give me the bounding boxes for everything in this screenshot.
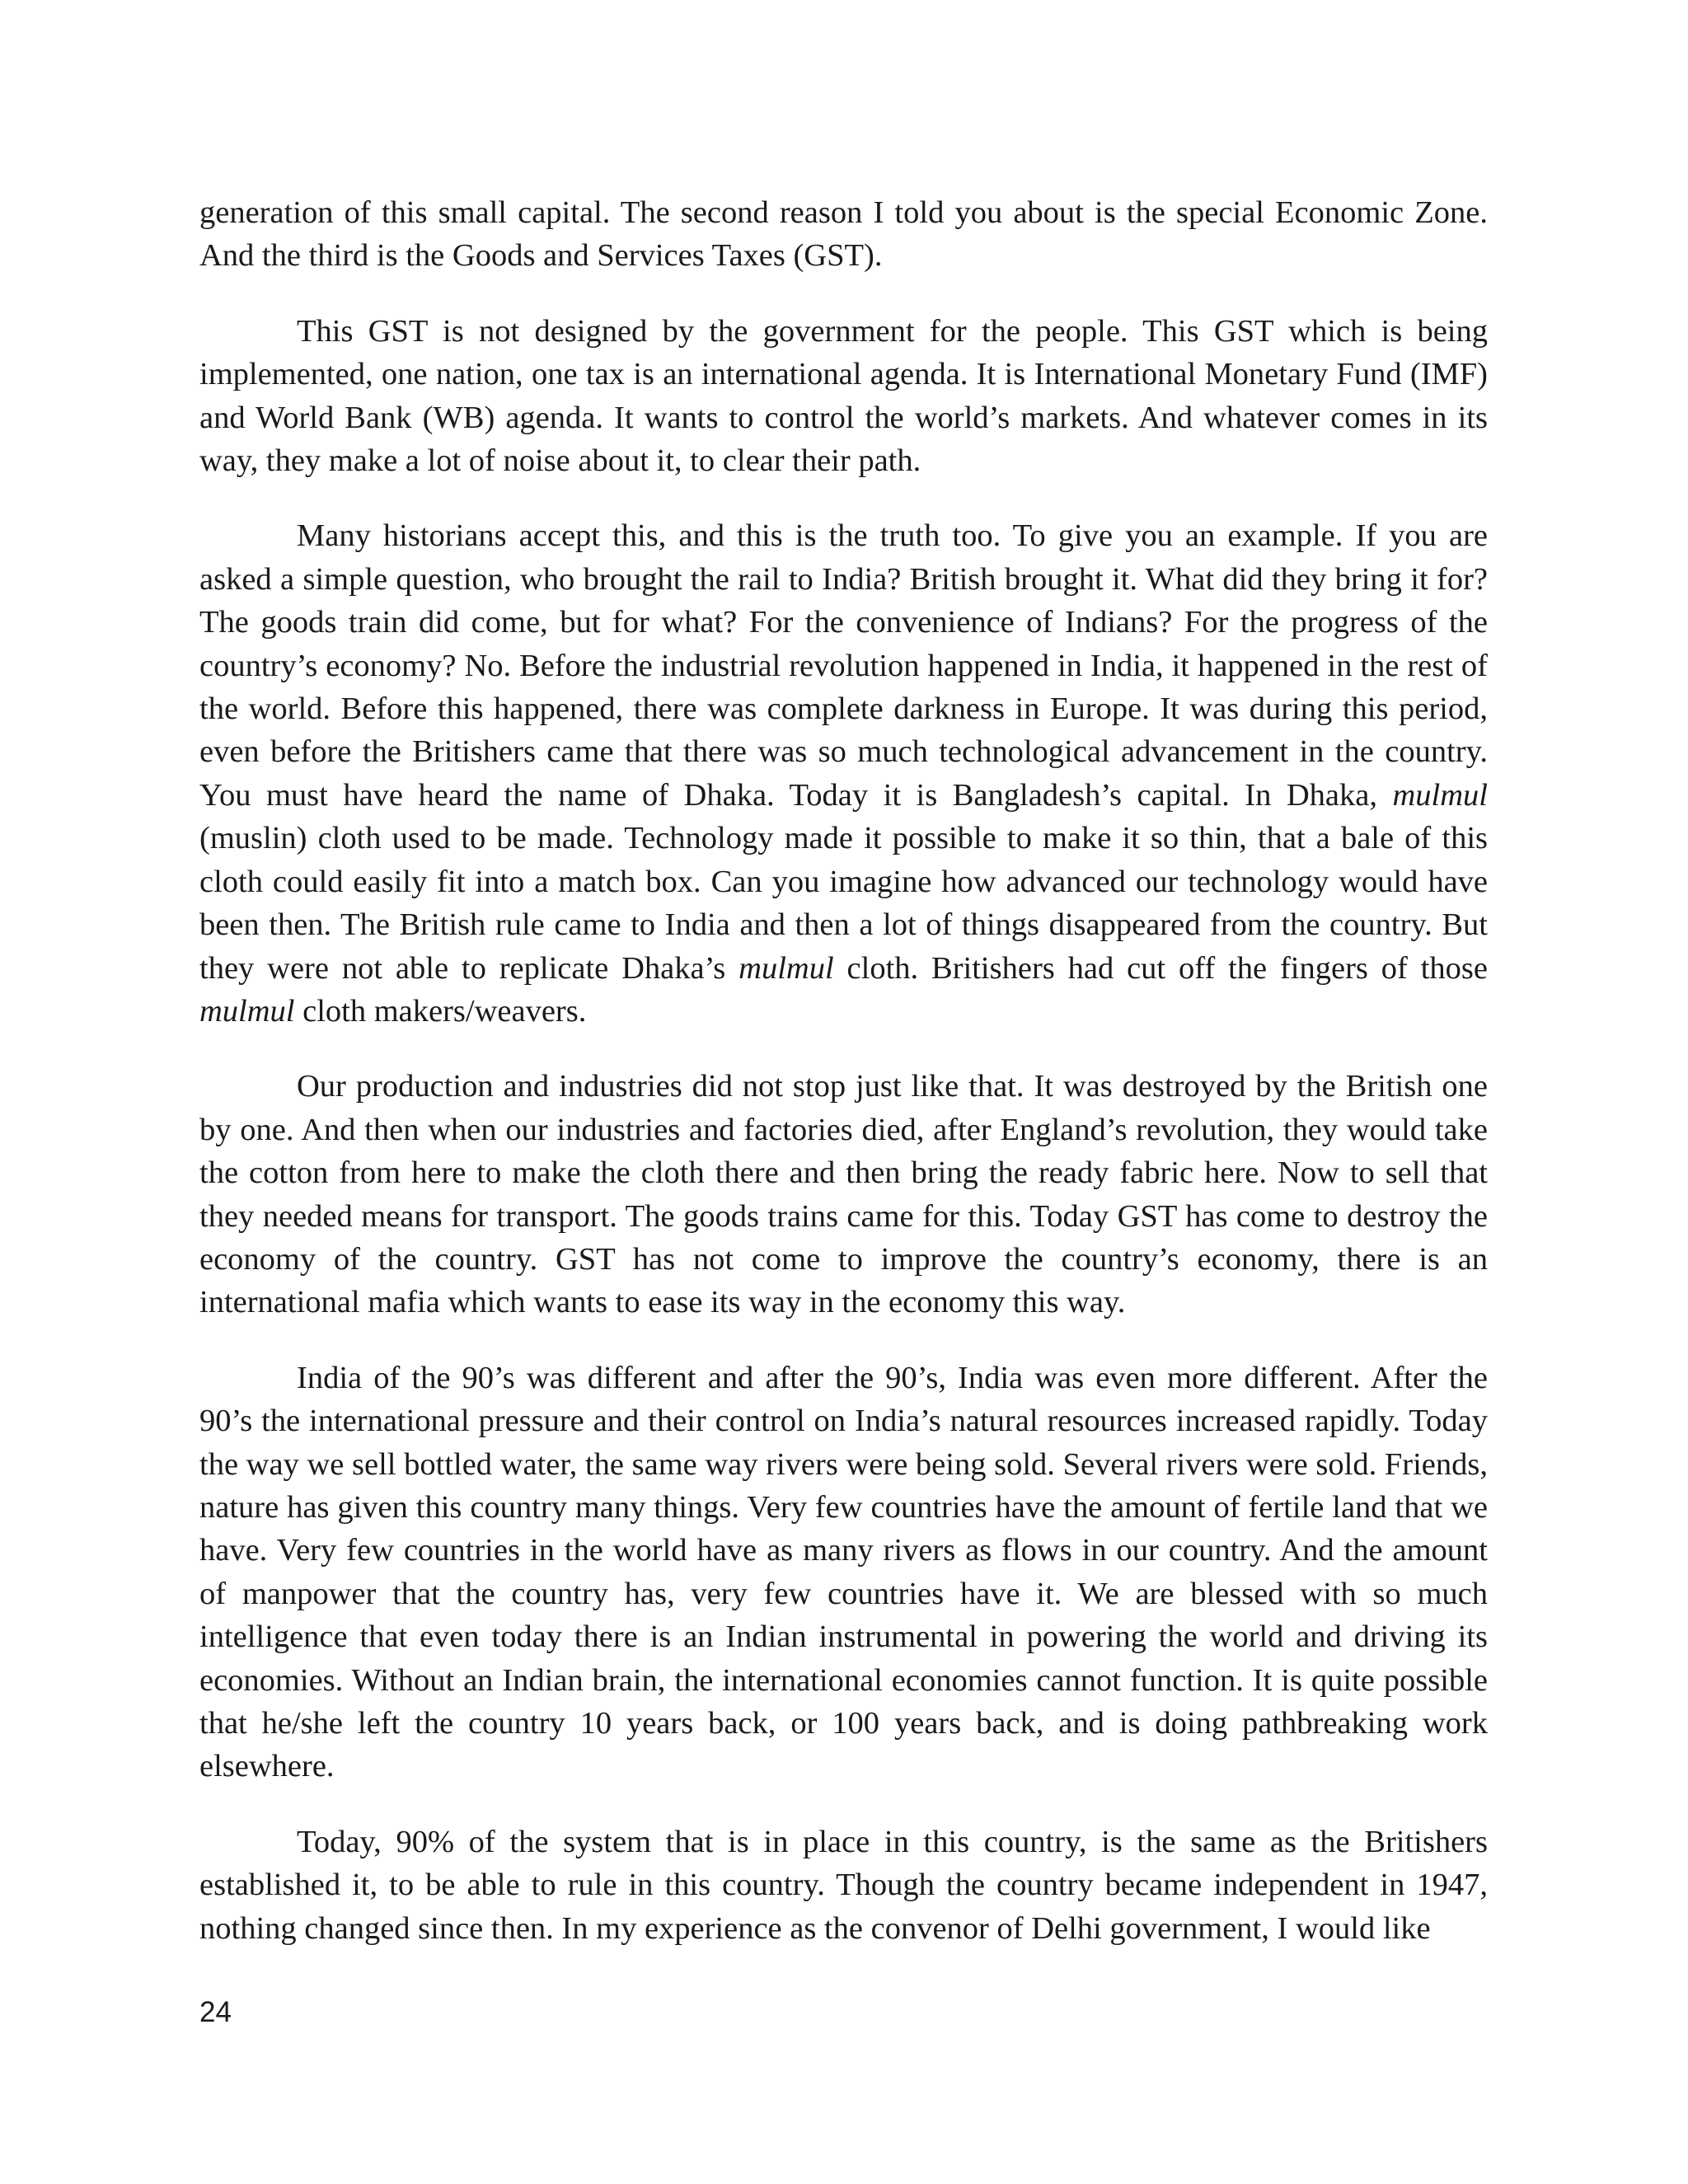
paragraph-1-text: generation of this small capital. The second reason I told you about is the special Economic Zone. And the third is the Goods and Services Taxes (GST). [199,195,1488,274]
body-text [199,191,1488,1950]
page-number: 24 [199,1996,232,2028]
paragraph-2 [199,310,1488,483]
paragraph-3-text: (muslin) cloth used to be made. Technology made it possible to make it so thin, that a bale of this cloth could easily fit into a match box. Can you imagine how advanced our technology would have been then. The British rule came to India and then a lot of things disappeared from the country. But they were not able to replicate Dhaka’s [199,821,1488,986]
italic-term: mulmul [1392,777,1488,813]
paragraph-5-text: India of the 90’s was different and after the 90’s, India was even more different. After the 90’s the international pressure and their control on India’s natural resources increased rapidly. Today the way we sell bottled water, the same way rivers were being sold. Several rivers were sold. Friends, nature has given this country many things. Very few countries have the amount of fertile land that we have. Very few countries in the world have as many rivers as flows in our country. And the amount of manpower that the country has, very few countries have it. We are blessed with so much intelligence that even today there is an Indian instrumental in powering the world and driving its economies. Without an Indian brain, the international economies cannot function. It is quite possible that he/she left the country 10 years back, or 100 years back, and is doing pathbreaking work elsewhere. [199,1360,1488,1784]
paragraph-3-text: cloth makers/weavers. [294,993,587,1029]
paragraph-3 [199,514,1488,1033]
italic-term: mulmul [199,993,295,1029]
paragraph-6 [199,1821,1488,1950]
paragraph-2-text: This GST is not designed by the government for the people. This GST which is being implemented, one nation, one tax is an international agenda. It is International Monetary Fund (IMF) and World Bank (WB) agenda. It wants to control the world’s markets. And whatever comes in its way, they make a lot of noise about it, to clear their path. [199,313,1488,479]
paragraph-1 [199,191,1488,278]
paragraph-5 [199,1357,1488,1788]
paragraph-4 [199,1065,1488,1324]
paragraph-3-text: cloth. Britishers had cut off the fingers of those [833,950,1488,986]
italic-term: mulmul [738,950,834,986]
paragraph-4-text: Our production and industries did not stop just like that. It was destroyed by the British one by one. And then when our industries and factories died, after England’s revolution, they would take the cotton from here to make the cloth there and then bring the ready fabric here. Now to sell that they needed means for transport. The goods trains came for this. Today GST has come to destroy the economy of the country. GST has not come to improve the country’s economy, there is an international mafia which wants to ease its way in the economy this way. [199,1069,1488,1320]
paragraph-3-text: Many historians accept this, and this is the truth too. To give you an example. If you are asked a simple question, who brought the rail to India? British brought it. What did they bring it for? The goods train did come, but for what? For the convenience of Indians? For the progress of the country’s economy? No. Before the industrial revolution happened in India, it happened in the rest of the world. Before this happened, there was complete darkness in Europe. It was during this period, even before the Britishers came that there was so much technological advancement in the country. You must have heard the name of Dhaka. Today it is Bangladesh’s capital. In Dhaka, [199,518,1488,813]
paragraph-6-text: Today, 90% of the system that is in place in this country, is the same as the Britishers established it, to be able to rule in this country. Though the country became independent in 1947, nothing changed since then. In my experience as the convenor of Delhi government, I would like [199,1824,1488,1946]
